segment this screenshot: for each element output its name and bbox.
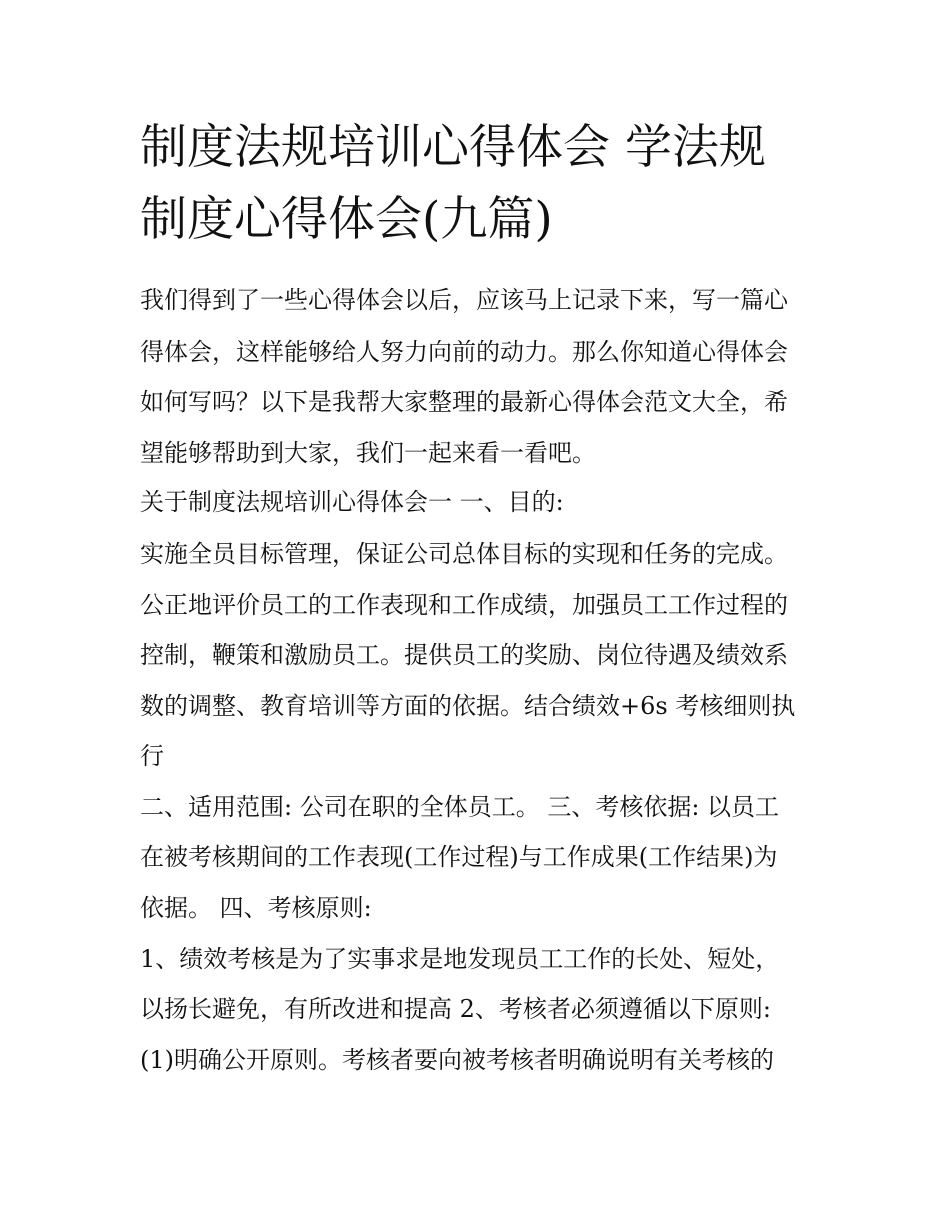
title-line-1: 制度法规培训心得体会 学法规 xyxy=(140,120,766,175)
body-line: 我们得到了一些心得体会以后，应该马上记录下来，写一篇心 xyxy=(140,286,788,314)
document-title xyxy=(140,112,820,256)
body-line: 数的调整、教育培训等方面的依据。结合绩效+6s 考核细则执 xyxy=(140,692,796,720)
body-line: 1、绩效考核是为了实事求是地发现员工工作的长处、短处， xyxy=(140,945,780,973)
body-line: 二、适用范围: 公司在职的全体员工。 三、考核依据: 以员工 xyxy=(140,793,780,821)
body-line: 行 xyxy=(140,742,164,770)
body-line: 以扬长避免，有所改进和提高 2、考核者必须遵循以下原则: xyxy=(140,995,771,1023)
body-line: 得体会，这样能够给人努力向前的动力。那么你知道心得体会 xyxy=(140,338,788,366)
body-line: 望能够帮助到大家，我们一起来看一看吧。 xyxy=(140,439,596,467)
body-line: (1)明确公开原则。考核者要向被考核者明确说明有关考核的 xyxy=(140,1046,774,1074)
body-line: 控制，鞭策和激励员工。提供员工的奖励、岗位待遇及绩效系 xyxy=(140,641,788,669)
body-line: 如何写吗？以下是我帮大家整理的最新心得体会范文大全，希 xyxy=(140,388,788,416)
body-line: 实施全员目标管理，保证公司总体目标的实现和任务的完成。 xyxy=(140,540,788,568)
section-heading: 关于制度法规培训心得体会一 一、目的: xyxy=(140,488,564,516)
body-line: 在被考核期间的工作表现(工作过程)与工作成果(工作结果)为 xyxy=(140,843,778,871)
body-line: 公正地评价员工的工作表现和工作成绩，加强员工工作过程的 xyxy=(140,591,788,619)
body-line: 依据。 四、考核原则: xyxy=(140,894,372,922)
title-line-2: 制度心得体会(九篇) xyxy=(140,192,553,247)
